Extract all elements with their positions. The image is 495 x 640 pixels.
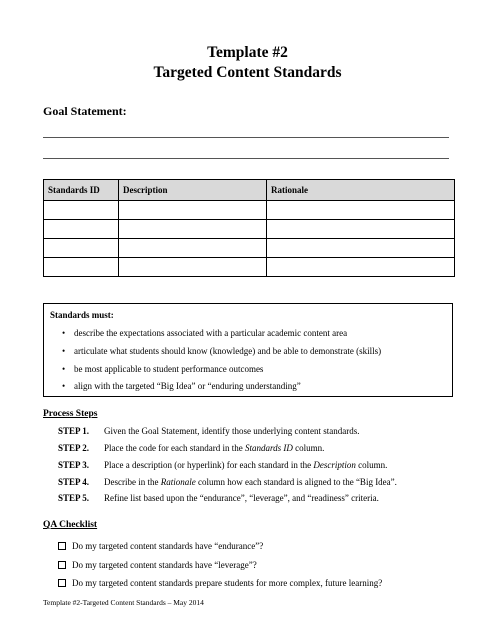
goal-line-2[interactable]: [43, 158, 449, 159]
table-cell[interactable]: [119, 201, 267, 220]
table-cell[interactable]: [44, 239, 119, 258]
table-cell[interactable]: [267, 201, 455, 220]
header-description: Description: [119, 180, 267, 201]
checkbox-icon[interactable]: [58, 579, 66, 587]
page-footer: Template #2-Targeted Content Standards – May 2014: [43, 598, 204, 607]
table-cell[interactable]: [44, 201, 119, 220]
bullet-icon: •: [62, 328, 66, 338]
bullet-icon: •: [62, 364, 66, 374]
list-item: • articulate what students should know (knowledge) and be able to demonstrate (skills): [62, 346, 382, 356]
table-cell[interactable]: [267, 239, 455, 258]
table-cell[interactable]: [119, 258, 267, 277]
table-header-row: [44, 180, 455, 201]
qa-item[interactable]: Do my targeted content standards have “leverage”?: [58, 560, 257, 570]
step-4: STEP 4. Describe in the Rationale column how each standard is aligned to the “Big Idea”.: [58, 477, 397, 487]
process-steps-heading: Process Steps: [43, 409, 98, 419]
list-item: • be most applicable to student performance outcomes: [62, 364, 264, 374]
bullet-icon: •: [62, 381, 66, 391]
list-item: • align with the targeted “Big Idea” or “enduring understanding”: [62, 381, 301, 391]
checkbox-icon[interactable]: [58, 542, 66, 550]
page-subtitle: Targeted Content Standards: [153, 64, 342, 81]
table-row: [44, 201, 455, 220]
table-cell[interactable]: [119, 220, 267, 239]
qa-item[interactable]: Do my targeted content standards have “endurance”?: [58, 541, 263, 551]
standards-table: [43, 179, 455, 277]
table-cell[interactable]: [267, 258, 455, 277]
table-cell[interactable]: [44, 258, 119, 277]
table-row: [44, 239, 455, 258]
qa-item[interactable]: Do my targeted content standards prepare students for more complex, future learning?: [58, 578, 382, 588]
bullet-icon: •: [62, 346, 66, 356]
table-cell[interactable]: [119, 239, 267, 258]
step-5: STEP 5. Refine list based upon the “endurance”, “leverage”, and “readiness” criteria.: [58, 493, 379, 503]
header-rationale: Rationale: [267, 180, 455, 201]
table-cell[interactable]: [44, 220, 119, 239]
qa-checklist-heading: QA Checklist: [43, 520, 98, 530]
page-title: Template #2: [207, 44, 288, 61]
goal-statement-label: Goal Statement:: [43, 104, 127, 118]
goal-line-1[interactable]: [43, 137, 449, 138]
standards-must-box: [43, 303, 453, 397]
checkbox-icon[interactable]: [58, 561, 66, 569]
step-1: STEP 1. Given the Goal Statement, identify those underlying content standards.: [58, 426, 360, 436]
step-3: STEP 3. Place a description (or hyperlink) for each standard in the Description column.: [58, 460, 388, 470]
list-item: • describe the expectations associated with a particular academic content area: [62, 328, 348, 338]
table-cell[interactable]: [267, 220, 455, 239]
step-2: STEP 2. Place the code for each standard in the Standards ID column.: [58, 443, 325, 453]
table-row: [44, 258, 455, 277]
table-row: [44, 220, 455, 239]
standards-must-title: Standards must:: [50, 310, 114, 320]
header-standards-id: Standards ID: [44, 180, 119, 201]
